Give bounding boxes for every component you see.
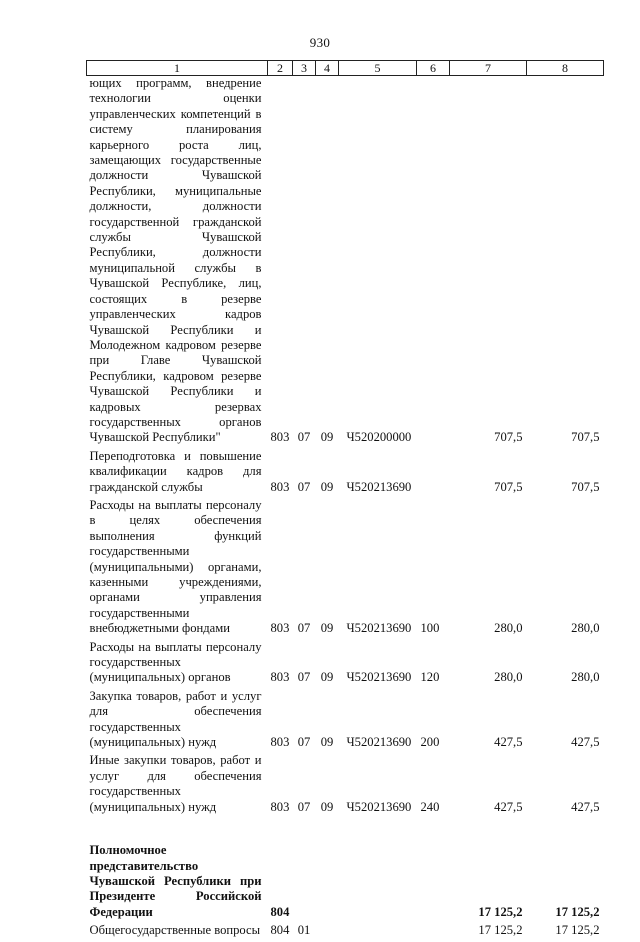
section-code: 07: [297, 799, 311, 814]
column-header-3: 3: [293, 61, 316, 76]
amount-year-2: 427,5: [571, 735, 600, 750]
ministry-code: 803: [270, 670, 290, 685]
target-article-code: Ч520200000: [346, 430, 412, 445]
table-row: [87, 76, 604, 449]
amount-year-2: 427,5: [571, 799, 600, 814]
expense-type-code: [417, 923, 450, 941]
subsection-code: 09: [320, 799, 334, 814]
column-header-7: 7: [450, 61, 527, 76]
expense-type-code: 240: [420, 799, 440, 814]
page-number: 930: [309, 35, 331, 50]
spacer-row: [87, 818, 604, 843]
row-description: Закупка товаров, работ и услуг для обеспечения государственных (муниципальных) нужд: [89, 688, 262, 750]
expense-type-code: [417, 76, 450, 449]
table-row: [87, 843, 604, 923]
table-row: [87, 689, 604, 754]
budget-table: [86, 60, 604, 942]
table-row: [87, 498, 604, 640]
subsection-code: 09: [320, 735, 334, 750]
section-code: 07: [297, 430, 311, 445]
amount-year-1: 427,5: [494, 735, 523, 750]
expense-type-code: 120: [420, 670, 440, 685]
amount-year-1: 427,5: [494, 799, 523, 814]
expense-type-code: 200: [420, 735, 440, 750]
expense-type-code: [417, 843, 450, 923]
subsection-code: 09: [320, 621, 334, 636]
amount-year-1: 280,0: [494, 621, 523, 636]
ministry-code: 804: [270, 923, 290, 938]
section-code: 01: [297, 923, 311, 938]
amount-year-1: 707,5: [494, 479, 523, 494]
section-code: 07: [297, 670, 311, 685]
expense-type-code: 100: [420, 621, 440, 636]
section-code: [293, 843, 316, 923]
section-code: 07: [297, 479, 311, 494]
table-row: [87, 449, 604, 498]
amount-year-2: 707,5: [571, 430, 600, 445]
row-description: Общегосударственные вопросы: [89, 923, 261, 938]
table-row: [87, 923, 604, 941]
row-description: ющих программ, внедрение технологии оценки управленческих компетенций в систему планирования карьерного роста лиц, замещающих государственные должности Чувашской Республики, муниципальные должности, должности государственной гражданской службы Чувашской Республики, должности муниципальной службы в Чувашской Республике, лиц, состоящих в резерве управленческих кадров Чувашской Республики и Молодежном кадровом резерве при Главе Чувашской Республики, кадровом резерве Чувашской Республики и кадровых резервах государственных органов Чувашской Республики": [89, 76, 262, 445]
target-article-code: Ч520213690: [346, 621, 412, 636]
target-article-code: [339, 923, 417, 941]
column-header-6: 6: [417, 61, 450, 76]
subsection-code: [316, 843, 339, 923]
amount-year-2: 280,0: [571, 621, 600, 636]
amount-year-2: 17 125,2: [555, 923, 600, 938]
row-description: Иные закупки товаров, работ и услуг для обеспечения государственных (муниципальных) нужд: [89, 753, 262, 814]
amount-year-1: 17 125,2: [478, 923, 523, 938]
target-article-code: Ч520213690: [346, 479, 412, 494]
column-header-8: 8: [527, 61, 604, 76]
amount-year-1: 707,5: [494, 430, 523, 445]
section-code: 07: [297, 621, 311, 636]
section-code: 07: [297, 735, 311, 750]
ministry-code: 803: [270, 479, 290, 494]
amount-year-2: 17 125,2: [555, 904, 600, 919]
table-row: [87, 753, 604, 818]
ministry-code: 803: [270, 799, 290, 814]
column-header-4: 4: [316, 61, 339, 76]
target-article-code: Ч520213690: [346, 799, 412, 814]
column-header-5: 5: [339, 61, 417, 76]
ministry-code: 803: [270, 430, 290, 445]
table-row: [87, 640, 604, 689]
subsection-code: [316, 923, 339, 941]
ministry-code: 804: [270, 904, 290, 919]
row-description: Полномочное представительство Чувашской Республики при Президенте Российской Федерации: [89, 843, 262, 919]
row-description: Расходы на выплаты персоналу государственных (муниципальных) органов: [89, 639, 262, 685]
amount-year-1: 17 125,2: [478, 904, 523, 919]
amount-year-2: 280,0: [571, 670, 600, 685]
ministry-code: 803: [270, 735, 290, 750]
subsection-code: 09: [320, 479, 334, 494]
target-article-code: Ч520213690: [346, 735, 412, 750]
row-description: Переподготовка и повышение квалификации кадров для гражданской службы: [89, 448, 262, 494]
expense-type-code: [417, 449, 450, 498]
subsection-code: 09: [320, 670, 334, 685]
subsection-code: 09: [320, 430, 334, 445]
column-number-row: [87, 61, 604, 76]
ministry-code: 803: [270, 621, 290, 636]
target-article-code: [339, 843, 417, 923]
amount-year-1: 280,0: [494, 670, 523, 685]
column-header-2: 2: [268, 61, 293, 76]
row-description: Расходы на выплаты персоналу в целях обеспечения выполнения функций государственными (муниципальными) органами, казенными учреждениями, органами управления государственными внебюджетными фондами: [89, 497, 262, 636]
amount-year-2: 707,5: [571, 479, 600, 494]
target-article-code: Ч520213690: [346, 670, 412, 685]
column-header-1: 1: [87, 61, 268, 76]
